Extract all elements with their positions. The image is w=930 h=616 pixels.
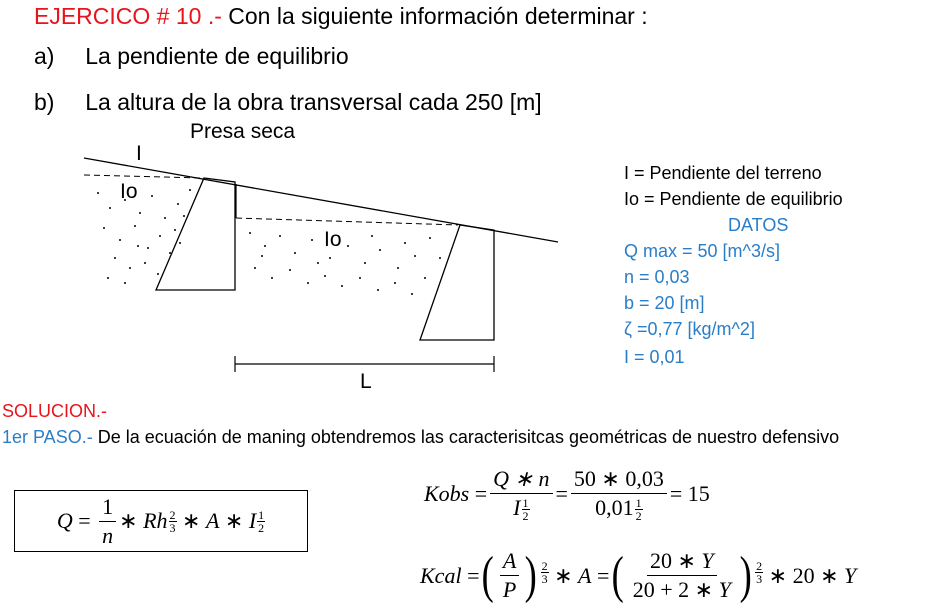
legend-Io: Io = Pendiente de equilibrio (624, 189, 843, 209)
item-b-marker: b) (34, 89, 55, 115)
label-Io-left: Io (120, 180, 138, 203)
label-I: I (136, 142, 142, 165)
diagram-title: Presa seca (190, 120, 296, 143)
step-1-text: De la ecuación de maning obtendremos las caracterisitcas geométricas de nuestro defensivo (92, 427, 840, 447)
data-n: n = 0,03 (624, 267, 690, 287)
solution-title: SOLUCION.- (2, 401, 108, 421)
exercise-label: EJERCICO # 10 .- (34, 3, 222, 29)
kcal-equation: Kcal = ( $\frac{A}{P}$ ) 2 3 ∗ A = ( $\frac{20 ∗ Y}{20 + 2 ∗ Y}$ ) 2 3 ∗ 20 ∗ Y (420, 546, 857, 604)
step-1 (2, 424, 839, 450)
data-qmax: Q max = 50 [m^3/s] (624, 241, 780, 261)
sediment-left (97, 189, 191, 284)
equilibrium-line-right (236, 218, 458, 225)
item-a-marker: a) (34, 43, 55, 69)
data-zeta: ζ =0,77 [kg/m^2] (624, 319, 755, 339)
dam-left (156, 178, 235, 290)
manning-equation: Q = $\frac{1}{n}$ ∗ Rh 2 3 ∗ A ∗ I 1 2 (56, 493, 265, 548)
manning-equation-box (14, 490, 308, 552)
exercise-heading (34, 2, 648, 30)
dam-right (420, 225, 494, 340)
step-1-label: 1er PASO.- (2, 427, 93, 447)
dam-diagram (80, 118, 570, 398)
label-L: L (360, 370, 372, 393)
item-a-text: La pendiente de equilibrio (85, 43, 349, 69)
exercise-statement: Con la siguiente información determinar : (221, 3, 648, 29)
datos-title: DATOS (728, 215, 789, 235)
dam-diagram-svg (80, 118, 570, 398)
label-Io-right: Io (324, 228, 342, 251)
kobs-equation: Kobs = Q ∗ n I $\frac{1}{2}$ = 50 ∗ 0,03 0,01 $\frac{1}{2}$ = 15 (424, 466, 710, 523)
data-b: b = 20 [m] (624, 293, 705, 313)
item-a (34, 42, 349, 70)
data-I: I = 0,01 (624, 347, 685, 367)
item-b (34, 88, 542, 116)
item-b-text: La altura de la obra transversal cada 250 [m] (85, 89, 542, 115)
legend-I: I = Pendiente del terreno (624, 163, 822, 183)
sediment-right (249, 232, 441, 295)
